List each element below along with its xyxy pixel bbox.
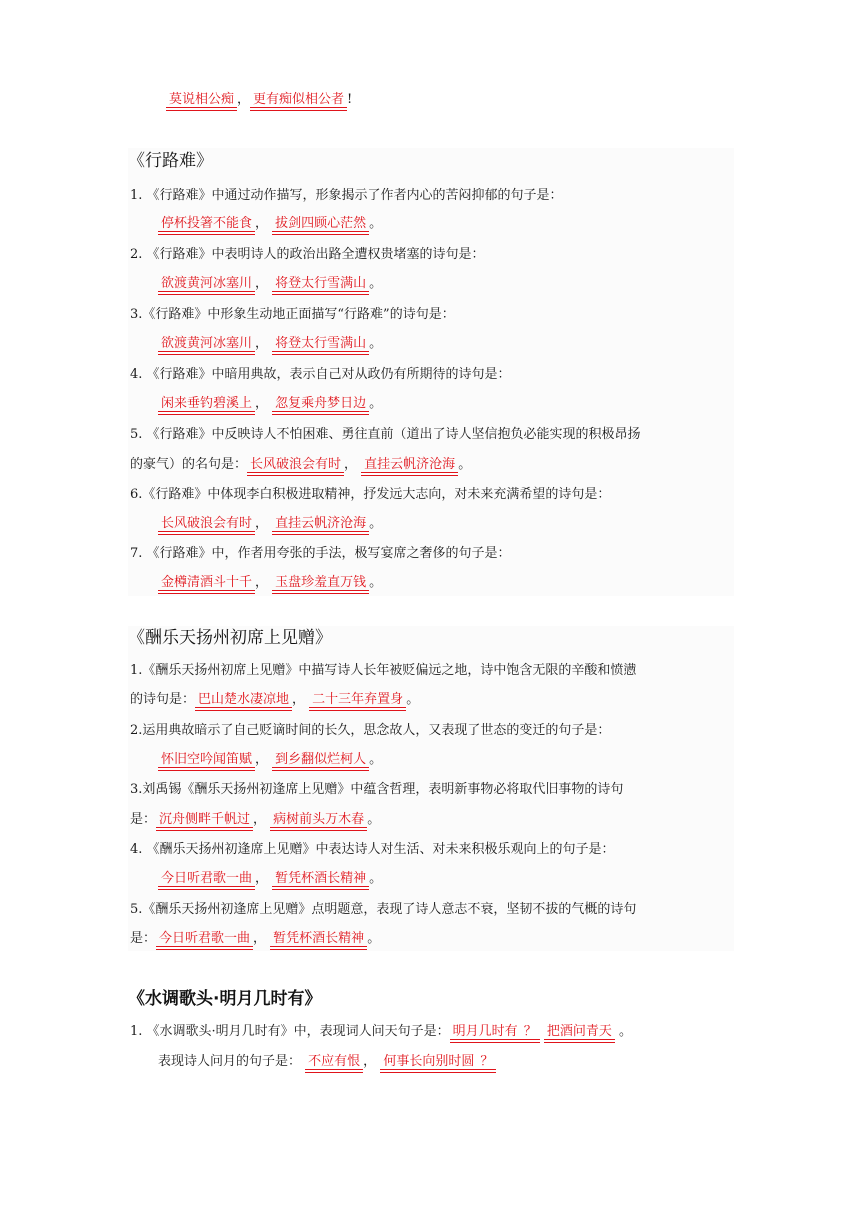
question-5: 5. 《行路难》中反映诗人不怕困难、勇往直前（道出了诗人坚信抱负必能实现的积极昂扬 <box>130 427 641 442</box>
top-couplet: 莫说相公痴 ， 更有痴似相公者 ! <box>166 90 750 110</box>
answer-line: 欲渡黄河冰塞川 ， 将登太行雪满山 。 <box>130 274 750 294</box>
section-title: 《酬乐天扬州初席上见赠》 <box>128 628 332 648</box>
question-5: 5.《酬乐天扬州初逢席上见赠》点明题意，表现了诗人意志不衰，坚韧不拔的气概的诗句 <box>130 902 637 917</box>
answer-blank: 莫说相公痴 <box>166 92 237 108</box>
question-1: 1. 《行路难》中通过动作描写，形象揭示了作者内心的苦闷抑郁的句子是： <box>130 188 563 203</box>
answer-line: 闲来垂钓碧溪上 ， 忽复乘舟梦日边 。 <box>130 394 750 414</box>
answer-line: 是： 沉舟侧畔千帆过 ， 病树前头万木春 。 <box>130 812 381 827</box>
answer-line: 停杯投箸不能食 ， 拔剑四顾心茫然 。 <box>130 214 750 234</box>
question-2: 2. 《行路难》中表明诗人的政治出路全遭权贵堵塞的诗句是： <box>130 247 485 262</box>
section-title: 《水调歌头·明月几时有》 <box>128 989 322 1009</box>
question-3: 3.刘禹锡《酬乐天扬州初逢席上见赠》中蕴含哲理，表明新事物必将取代旧事物的诗句 <box>130 782 624 797</box>
question-1: 1.《酬乐天扬州初席上见赠》中描写诗人长年被贬偏远之地，诗中饱含无限的辛酸和愤懑 <box>130 663 637 678</box>
section-title: 《行路难》 <box>128 151 213 171</box>
question-4: 4. 《行路难》中暗用典故，表示自己对从政仍有所期待的诗句是： <box>130 367 511 382</box>
answer-line: 今日听君歌一曲 ， 暂凭杯酒长精神 。 <box>130 869 750 889</box>
answer-line: 的豪气）的名句是： 长风破浪会有时 ， 直挂云帆济沧海 。 <box>130 457 472 472</box>
question-1: 1. 《水调歌头·明月几时有》中，表现词人问天句子是： 明月几时有 ？ 把酒问青天 。 <box>130 1024 633 1039</box>
answer-line: 欲渡黄河冰塞川 ， 将登太行雪满山 。 <box>130 334 750 354</box>
answer-line: 长风破浪会有时 ， 直挂云帆济沧海 。 <box>130 514 750 534</box>
answer-line: 的诗句是： 巴山楚水凄凉地 ， 二十三年弃置身 。 <box>130 692 420 707</box>
answer-line: 怀旧空吟闻笛赋 ， 到乡翻似烂柯人 。 <box>130 750 750 770</box>
answer-blank: 更有痴似相公者 <box>250 92 347 108</box>
answer-line: 金樽清酒斗十千 ， 玉盘珍羞直万钱 。 <box>130 573 750 593</box>
question-6: 6.《行路难》中体现李白积极进取精神，抒发远大志向，对未来充满希望的诗句是： <box>130 487 611 502</box>
question-7: 7. 《行路难》中，作者用夸张的手法，极写宴席之奢侈的句子是： <box>130 546 511 561</box>
answer-line: 是： 今日听君歌一曲 ， 暂凭杯酒长精神 。 <box>130 931 381 946</box>
question-2: 2.运用典故暗示了自己贬谪时间的长久，思念故人，又表现了世态的变迁的句子是： <box>130 723 611 738</box>
question-4: 4. 《酬乐天扬州初逢席上见赠》中表达诗人对生活、对未来积极乐观向上的句子是： <box>130 842 615 857</box>
question-3: 3.《行路难》中形象生动地正面描写“行路难”的诗句是： <box>130 307 455 322</box>
question-1-part-2: 表现诗人问月的句子是： 不应有恨 ， 何事长向别时圆 ？ <box>130 1052 750 1072</box>
